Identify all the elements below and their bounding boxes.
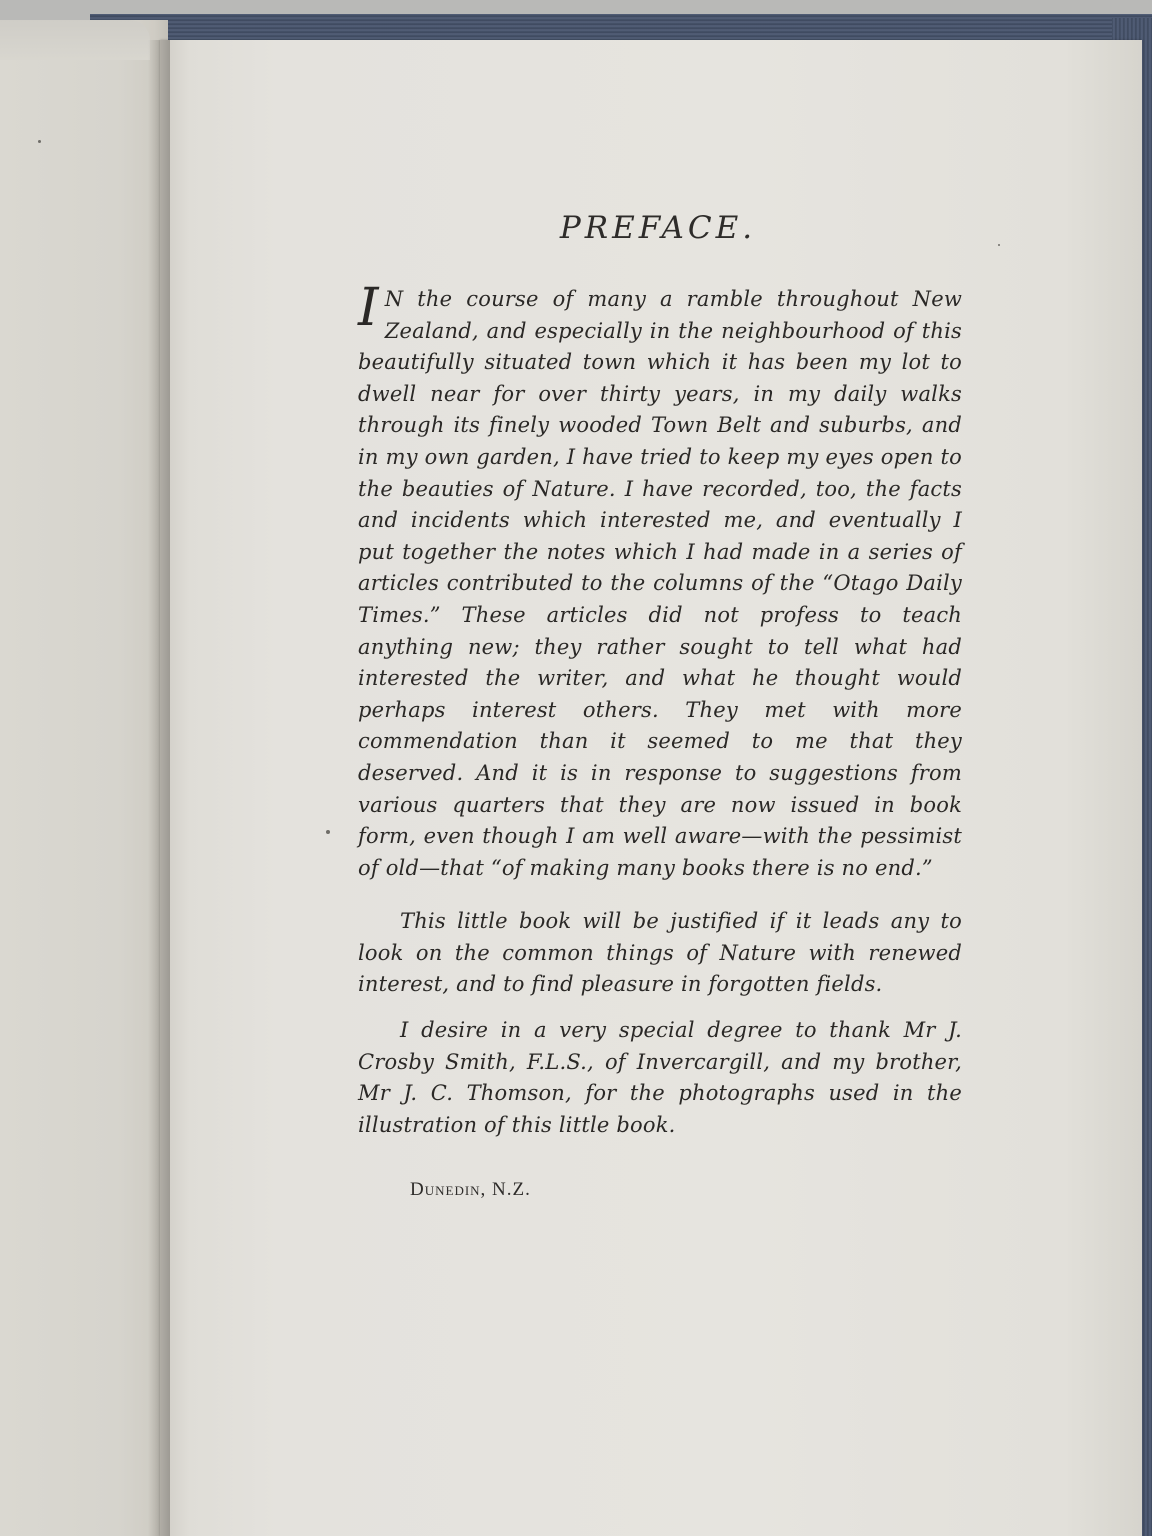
drop-cap: I [358, 278, 379, 338]
paper-speck [326, 830, 330, 834]
preface-paragraph-1 [358, 278, 962, 884]
preface-paragraph-3: I desire in a very special degree to thank Mr J. Crosby Smith, F.L.S., of Invercargill, and my brother, Mr J. C. Thomson, for the photographs used in the illustration of this little book. [358, 1018, 962, 1137]
left-page [0, 20, 168, 1536]
page-title: PREFACE. [559, 210, 757, 246]
paper-speck [38, 140, 41, 143]
preface-content [358, 210, 962, 1201]
book-gutter [148, 40, 170, 1536]
preface-paragraph-1-text: N the course of many a ramble throughout New Zealand, and especially in the neighbourhood of this beautifully situated town which it has been my lot to dwell near for over thirty years, in my daily walks through its finely wooded Town Belt and suburbs, and in my own garden, I have tried to keep my eyes open to the beauties of Nature. I have recorded, too, the facts and incidents which interested me, and eventually I put together the notes which I had made in a series of articles contributed to the columns of the “Otago Daily Times.” These articles did not profess to teach anything new; they rather sought to tell what had interested the writer, and what he thought would perhaps interest others. They met with more commendation than it seemed to me that they deserved. And it is in response to suggestions from various quarters that they are now issued in book form, even though I am well aware—with the pessimist of old—that “of making many books there is no end.” [358, 287, 962, 880]
place-signoff: Dunedin, N.Z. [410, 1179, 531, 1201]
preface-paragraph-2: This little book will be justified if it leads any to look on the common things of Nature with renewed interest, and to find pleasure in forgotten fields. [358, 909, 962, 997]
left-page-corner [0, 20, 150, 60]
paper-speck [998, 244, 1000, 246]
